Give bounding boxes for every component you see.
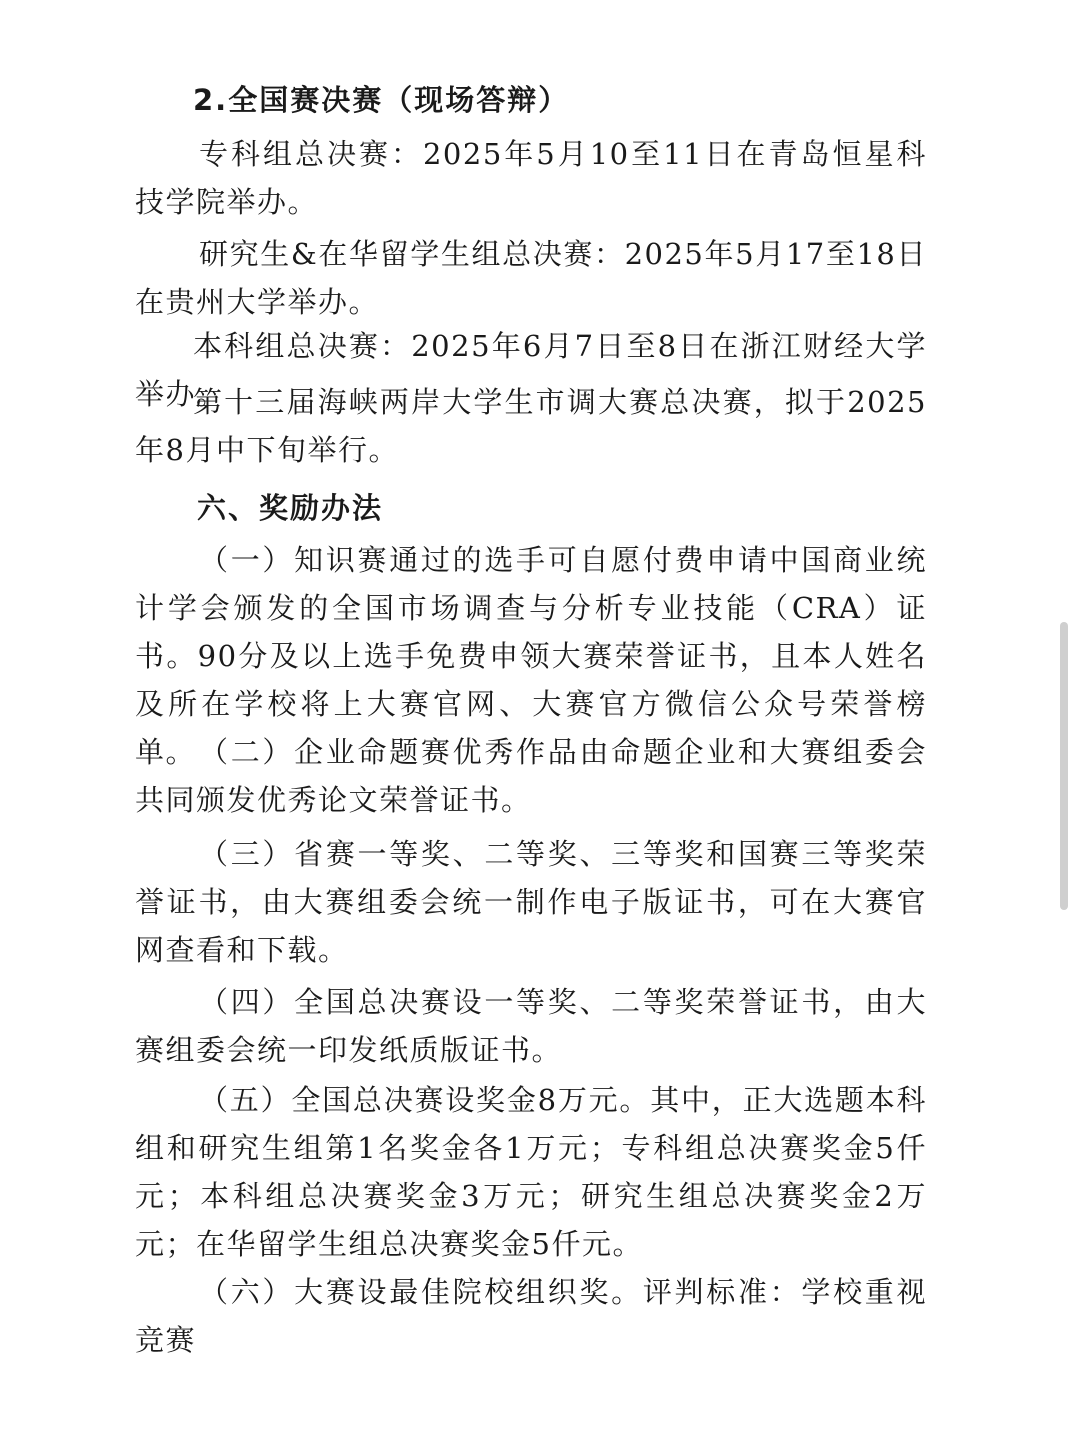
- section-heading-national-final: 2.全国赛决赛（现场答辩）: [193, 83, 570, 117]
- paragraph-vocational-final: 专科组总决赛：2025年5月10至11日在青岛恒星科技学院举办。: [135, 137, 927, 219]
- paragraph-cross-strait-final: 第十三届海峡两岸大学生市调大赛总决赛，拟于2025年8月中下旬举行。: [135, 385, 927, 467]
- paragraph-reward-5: （五）全国总决赛设奖金8万元。其中，正大选题本科组和研究生组第1名奖金各1万元；专科组总决赛奖金5仟元；本科组总决赛奖金3万元；研究生组总决赛奖金2万元；在华留学生组总决赛奖金5仟元。: [135, 1083, 927, 1261]
- paragraph-reward-2: （二）企业命题赛优秀作品由命题企业和大赛组委会共同颁发优秀论文荣誉证书。: [135, 735, 927, 817]
- section-heading-rewards: 六、奖励办法: [197, 491, 384, 525]
- vertical-scrollbar[interactable]: [1060, 622, 1068, 910]
- paragraph-reward-1: （一）知识赛通过的选手可自愿付费申请中国商业统计学会颁发的全国市场调查与分析专业技能（CRA）证书。90分及以上选手免费申领大赛荣誉证书，且本人姓名及所在学校将上大赛官网、大赛官方微信公众号荣誉榜单。: [135, 543, 927, 769]
- paragraph-reward-3: （三）省赛一等奖、二等奖、三等奖和国赛三等奖荣誉证书，由大赛组委会统一制作电子版证书，可在大赛官网查看和下载。: [135, 837, 927, 967]
- paragraph-graduate-final: 研究生&在华留学生组总决赛：2025年5月17至18日在贵州大学举办。: [135, 237, 927, 319]
- paragraph-reward-4: （四）全国总决赛设一等奖、二等奖荣誉证书，由大赛组委会统一印发纸质版证书。: [135, 985, 927, 1067]
- paragraph-reward-6: （六）大赛设最佳院校组织奖。评判标准：学校重视竞赛: [135, 1275, 927, 1357]
- paragraph-undergraduate-final: 本科组总决赛：2025年6月7日至8日在浙江财经大学举办。: [135, 329, 927, 411]
